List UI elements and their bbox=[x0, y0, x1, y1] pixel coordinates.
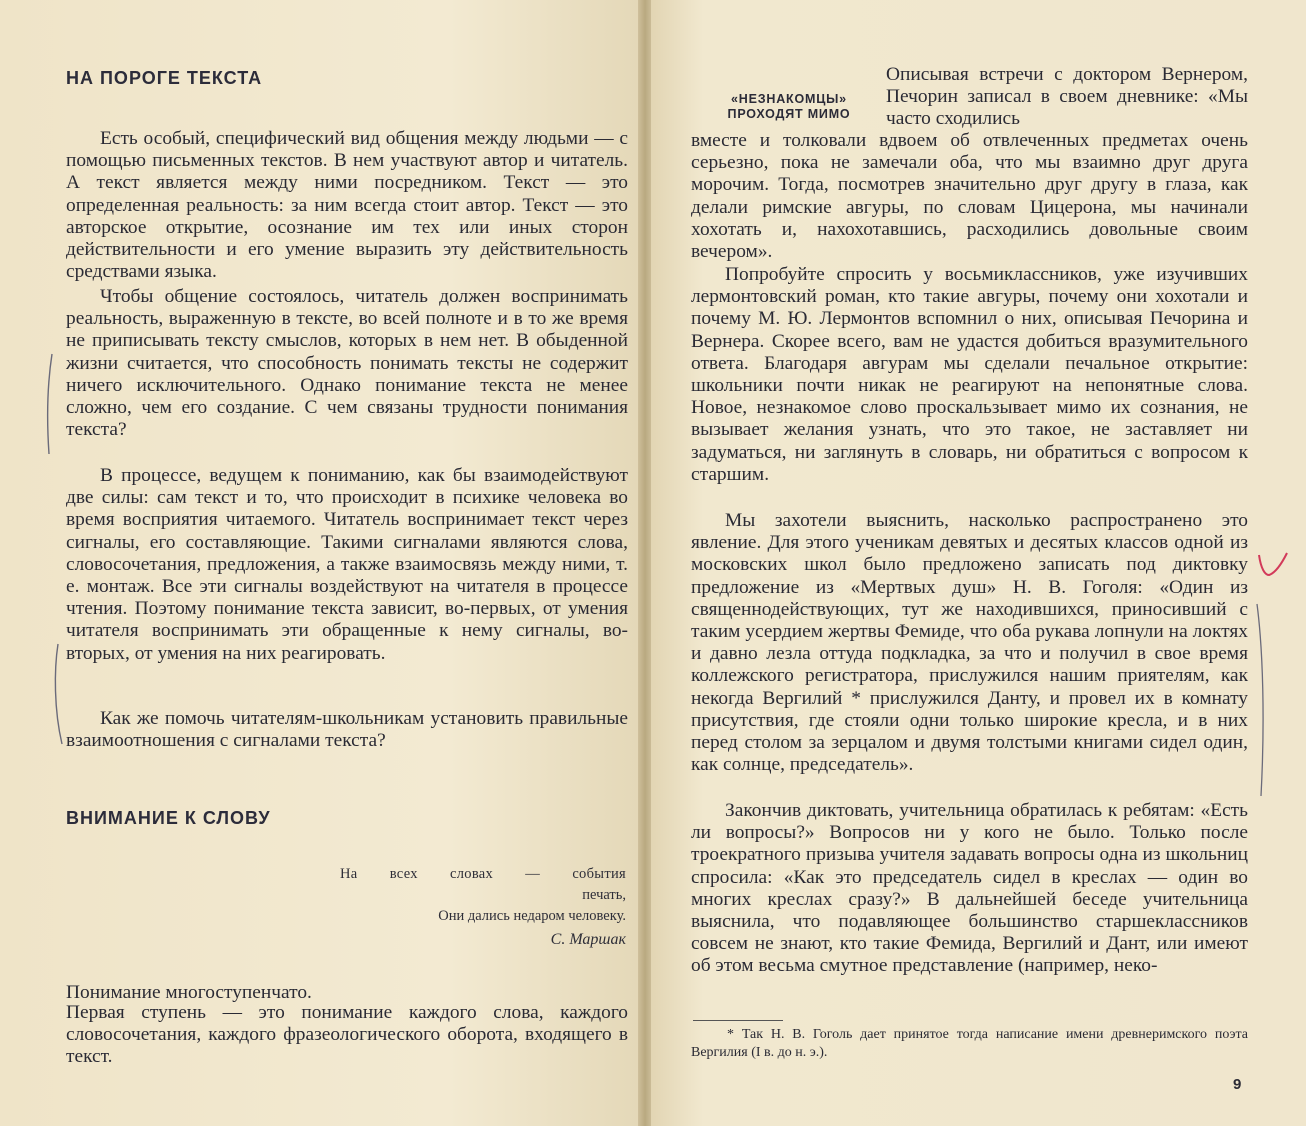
paragraph: Мы захотели выяснить, насколько распространено это явление. Для этого ученикам девятых и десятых классов одной из московских школ было предложено записать под диктовку предложение из «Мертвых душ» Н. В. Гоголя: «Один из священнодействующих, тут же находившихся, приносивший с таким усердием жертвы Фемиде, что оба рукава лопнули на локтях и давно лезла оттуда подкладка, за что и получил в свое время коллежского регистратора, прислужился нашим приятелям, как некогда Вергилий * прислужился Данту, и провел их в комнату присутствия, где стояли одни только широкие кресла, и в них перед столом за зерцалом и двумя толстыми книгами сидел один, как солнце, председатель». bbox=[691, 510, 1248, 776]
paragraph: Попробуйте спросить у восьмиклассников, уже изучивших лермонтовский роман, кто такие авгуры, почему они хохотали и почему М. Ю. Лермонтов вспомнил о них, описывая Печорина и Вернера. Скорее всего, вам не удастся добиться вразумительного ответа. Благодаря авгурам мы сделали печальное открытие: школьники почти никак не реагируют на непонятные слова. Новое, незнакомое слово проскальзывает мимо их сознания, не вызывает желания узнать, что это такое, не заставляет ни задуматься, ни заглянуть в словарь, ни обратиться с вопросом к старшим. bbox=[691, 264, 1248, 485]
paragraph: Как же помочь читателям-школьникам установить правильные взаимоотношения с сигналами текста? bbox=[66, 708, 628, 752]
side-heading bbox=[709, 92, 869, 122]
paragraph: Есть особый, специфический вид общения между людьми — с помощью письменных текстов. В нем участвуют автор и читатель. А текст является между ними посредником. Текст — это определенная реальность: за ним всегда стоит автор. Текст — это авторское открытие, осознание им тех или иных сторон действительности и его умение выразить эту действительность средствами языка. bbox=[66, 128, 628, 283]
footnote-rule bbox=[693, 1020, 783, 1021]
pencil-margin-mark bbox=[40, 350, 60, 460]
paragraph: вместе и толковали вдвоем об отвлеченных предметах очень серьезно, пока не замечали оба, что мы взаимно друг друга морочим. Тогда, посмотрев значительно друг другу в глаза, как делали римские авгуры, по словам Цицерона, мы начинали хохотать и, нахохотавшись, расходились довольные своим вечером». bbox=[691, 130, 1248, 263]
epigraph-author: С. Маршак bbox=[550, 931, 626, 948]
paragraph: Описывая встречи с доктором Вернером, Печорин записал в своем дневнике: «Мы часто сходились bbox=[886, 64, 1248, 130]
paragraph: Понимание многоступенчато. bbox=[66, 982, 312, 1003]
side-heading-line: «НЕЗНАКОМЦЫ» bbox=[731, 92, 847, 106]
section-heading: ВНИМАНИЕ К СЛОВУ bbox=[66, 808, 271, 828]
epigraph-line: печать, bbox=[582, 887, 626, 903]
paragraph: В процессе, ведущем к пониманию, как бы взаимодействуют две силы: сам текст и то, что происходит в психике человека во время восприятия читаемого. Читатель воспринимает текст через сигналы, его составляющие. Такими сигналами являются слова, словосочетания, предложения, а также взаимосвязь между ними, т. е. монтаж. Все эти сигналы воздействуют на читателя в процессе чтения. Поэтому понимание текста зависит, во-первых, от умения читателя воспринимать эти обращенные к нему сигналы, во-вторых, от умения на них реагировать. bbox=[66, 465, 628, 664]
pencil-margin-mark bbox=[50, 640, 70, 750]
paragraph: Закончив диктовать, учительница обратилась к ребятам: «Есть ли вопросы?» Вопросов ни у кого не было. Только после троекратного призыва учителя задавать вопросы одна из школьниц спросила: «Как это председатель сидел в креслах — один во многих креслах сразу?» В дальнейшей беседе учительница выяснила, что подавляющее большинство старшеклассников совсем не знают, кто такие Фемида, Вергилий и Дант, или имеют об этом весьма смутное представление (например, неко- bbox=[691, 800, 1248, 977]
page-number: 9 bbox=[1233, 1076, 1242, 1093]
epigraph-line: На всех словах — события bbox=[340, 866, 626, 882]
left-page bbox=[0, 0, 640, 1126]
side-heading-line: ПРОХОДЯТ МИМО bbox=[727, 107, 851, 121]
right-page bbox=[651, 0, 1306, 1126]
section-heading: НА ПОРОГЕ ТЕКСТА bbox=[66, 68, 263, 88]
red-check-mark bbox=[1253, 545, 1293, 585]
pencil-margin-mark bbox=[1251, 600, 1275, 800]
book-gutter bbox=[638, 0, 652, 1126]
footnote: * Так Н. В. Гоголь дает принятое тогда написание имени древнеримского поэта Вергилия (I в. до н. э.). bbox=[691, 1027, 1248, 1060]
paragraph: Первая ступень — это понимание каждого слова, каждого словосочетания, каждого фразеологического оборота, входящего в текст. bbox=[66, 1002, 628, 1068]
epigraph bbox=[340, 864, 626, 950]
paragraph: Чтобы общение состоялось, читатель должен воспринимать реальность, выраженную в тексте, во всей полноте и в то же время не приписывать тексту смыслов, которых в нем нет. В обыденной жизни считается, что способность понимать тексты не содержит ничего исключительного. Однако понимание текста не менее сложно, чем его создание. С чем связаны трудности понимания текста? bbox=[66, 286, 628, 441]
epigraph-line: Они дались недаром человеку. bbox=[438, 908, 626, 924]
